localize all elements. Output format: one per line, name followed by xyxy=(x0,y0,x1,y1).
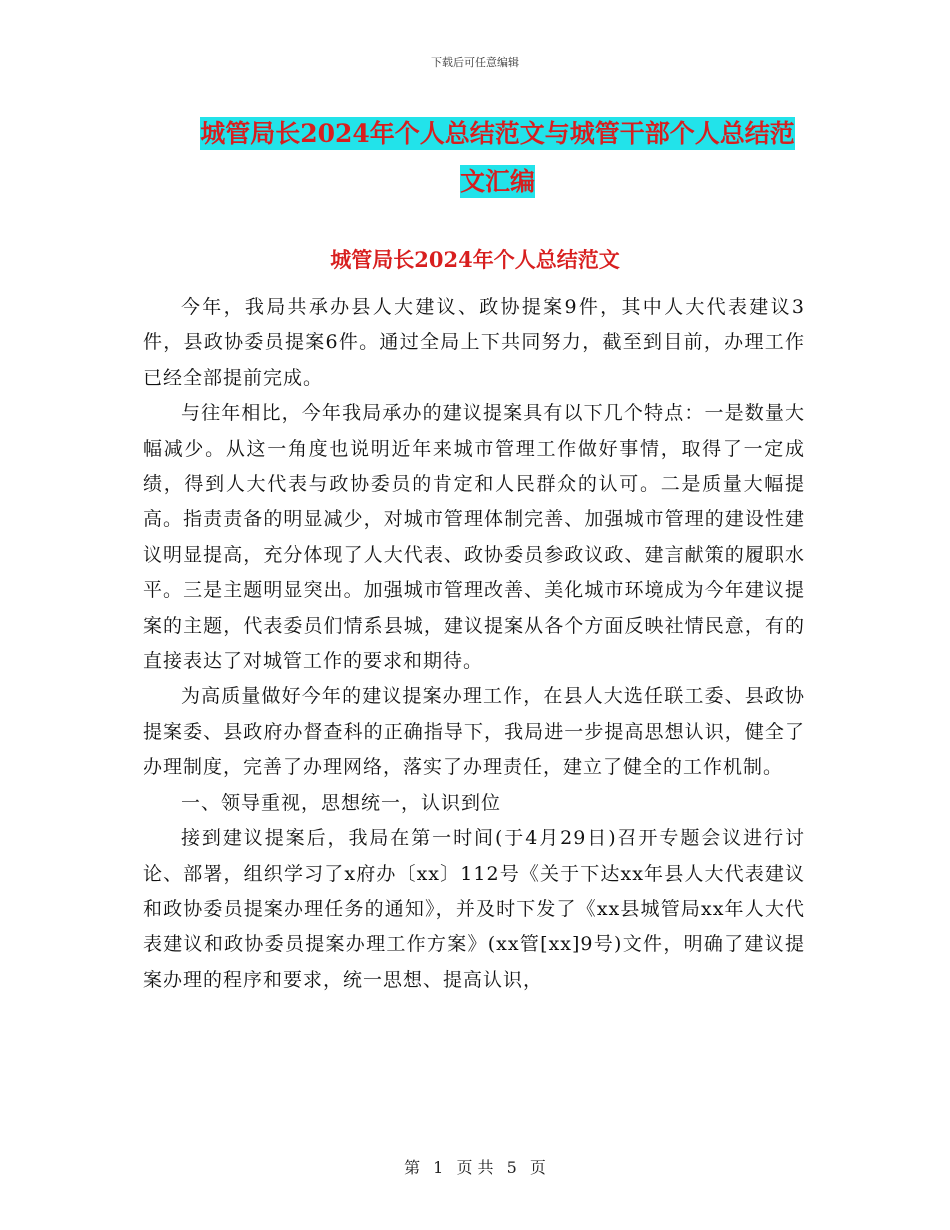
page-total: 5 xyxy=(506,1158,517,1177)
paragraph: 接到建议提案后，我局在第一时间(于4月29日)召开专题会议进行讨论、部署，组织学习了x府办〔xx〕112号《关于下达xx年县人大代表建议和政协委员提案办理任务的通知》，并及时下发了《xx县城管局xx年人大代表建议和政协委员提案办理工作方案》(xx管[xx]9号)文件，明确了建议提案办理的程序和要求，统一思想、提高认识， xyxy=(143,827,805,991)
page-mid: 页 共 xyxy=(456,1158,494,1177)
paragraph: 为高质量做好今年的建议提案办理工作，在县人大选任联工委、县政协提案委、县政府办督查科的正确指导下，我局进一步提高思想认识，健全了办理制度，完善了办理网络，落实了办理责任，建立了健全的工作机制。 xyxy=(143,685,805,779)
page-current: 1 xyxy=(433,1158,444,1177)
document-title xyxy=(145,110,850,206)
section-title: 城管局长2024年个人总结范文 xyxy=(330,247,620,272)
page-suffix: 页 xyxy=(529,1158,546,1177)
body-text xyxy=(143,290,805,998)
page-number-footer xyxy=(0,1155,950,1178)
paragraph: 今年，我局共承办县人大建议、政协提案9件，其中人大代表建议3件，县政协委员提案6件。通过全局上下共同努力，截至到目前，办理工作已经全部提前完成。 xyxy=(143,296,805,389)
subheading: 一、领导重视，思想统一，认识到位 xyxy=(181,791,502,814)
page-prefix: 第 xyxy=(404,1158,421,1177)
title-line-2: 文汇编 xyxy=(459,167,535,196)
title-line-1: 城管局长2024年个人总结范文与城管干部个人总结范 xyxy=(200,119,795,148)
header-note: 下载后可任意编辑 xyxy=(431,56,519,69)
paragraph: 与往年相比，今年我局承办的建议提案具有以下几个特点：一是数量大幅减少。从这一角度也说明近年来城市管理工作做好事情，取得了一定成绩，得到人大代表与政协委员的肯定和人民群众的认可。二是质量大幅提高。指责责备的明显减少，对城市管理体制完善、加强城市管理的建设性建议明显提高，充分体现了人大代表、政协委员参政议政、建言献策的履职水平。三是主题明显突出。加强城市管理改善、美化城市环境成为今年建议提案的主题，代表委员们情系县城，建议提案从各个方面反映社情民意，有的直接表达了对城管工作的要求和期待。 xyxy=(143,402,805,673)
